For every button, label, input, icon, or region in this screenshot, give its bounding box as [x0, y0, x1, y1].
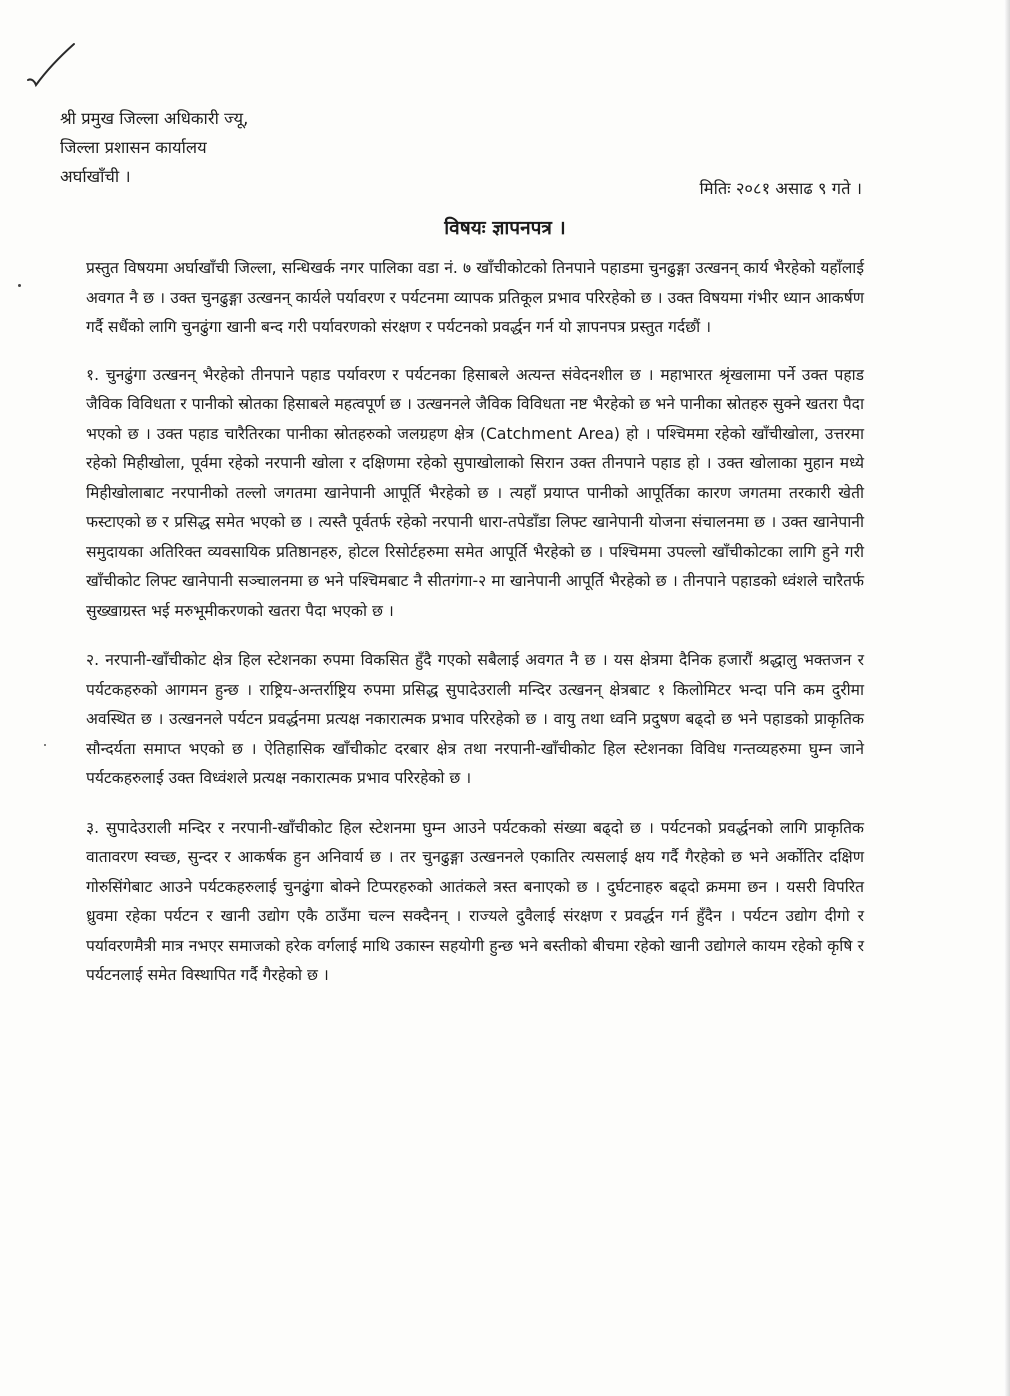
- recipient-district: अर्घाखाँची ।: [60, 167, 131, 186]
- recipient-title: श्री प्रमुख जिल्ला अधिकारी ज्यू,: [60, 109, 249, 128]
- point-1-paragraph: १. चुनढुंगा उत्खनन् भैरहेको तीनपाने पहाड पर्यावरण र पर्यटनका हिसाबले अत्यन्त संवेदनशील छ । महाभारत श्रृंखलामा पर्ने उक्त पहाड जैविक विविधता र पानीको स्रोतका हिसाबले महत्वपूर्ण छ । उत्खननले जैविक विविधता नष्ट भैरहेको छ भने पानीका स्रोतहरु सुक्ने खतरा पैदा भएको छ । उक्त पहाड चारैतिरका पानीका स्रोतहरुको जलग्रहण क्षेत्र (Catchment Area) हो । पश्चिममा रहेको खाँचीखोला, उत्तरमा रहेको मिहीखोला, पूर्वमा रहेको नरपानी खोला र दक्षिणमा रहेको सुपाखोलाको सिरान उक्त तीनपाने पहाड हो । उक्त खोलाका मुहान मध्ये मिहीखोलाबाट नरपानीको तल्लो जगतमा खानेपानी आपूर्ति भैरहेको छ । त्यहाँ प्रयाप्त पानीको आपूर्तिका कारण जगतमा तरकारी खेती फस्टाएको छ र प्रसिद्ध समेत भएको छ । त्यस्तै पूर्वतर्फ रहेको नरपानी धारा-तपेडाँडा लिफ्ट खानेपानी योजना संचालनमा छ । उक्त खानेपानी समुदायका अतिरिक्त व्यवसायिक प्रतिष्ठानहरु, होटल रिसोर्टहरुमा समेत आपूर्ति भैरहेको छ । पश्चिममा उपल्लो खाँचीकोटका लागि हुने गरी खाँचीकोट लिफ्ट खानेपानी सञ्चालनमा छ भने पश्चिमबाट नै सीतगंगा-२ मा खानेपानी आपूर्ति भैरहेको छ । तीनपाने पहाडको ध्वंशले चारैतर्फ सुख्खाग्रस्त भई मरुभूमीकरणको खतरा पैदा भएको छ ।: [86, 365, 864, 620]
- handwritten-tick-mark: [22, 38, 82, 98]
- point-2-paragraph: २. नरपानी-खाँचीकोट क्षेत्र हिल स्टेशनका रुपमा विकसित हुँदै गएको सबैलाई अवगत नै छ । यस क्षेत्रमा दैनिक हजारौं श्रद्धालु भक्तजन र पर्यटकहरुको आगमन हुन्छ । राष्ट्रिय-अन्तर्राष्ट्रिय रुपमा प्रसिद्ध सुपादेउराली मन्दिर उत्खनन् क्षेत्रबाट १ किलोमिटर भन्दा पनि कम दुरीमा अवस्थित छ । उत्खननले पर्यटन प्रवर्द्धनमा प्रत्यक्ष नकारात्मक प्रभाव परिरहेको छ । वायु तथा ध्वनि प्रदुषण बढ्दो छ भने पहाडको प्राकृतिक सौन्दर्यता समाप्त भएको छ । ऐतिहासिक खाँचीकोट दरबार क्षेत्र तथा नरपानी-खाँचीकोट हिल स्टेशनका विविध गन्तव्यहरुमा घुम्न जाने पर्यटकहरुलाई उक्त विध्वंशले प्रत्यक्ष नकारात्मक प्रभाव परिरहेको छ ।: [86, 651, 864, 787]
- page-edge-shadow: [1004, 0, 1010, 1396]
- point-3-paragraph: ३. सुपादेउराली मन्दिर र नरपानी-खाँचीकोट हिल स्टेशनमा घुम्न आउने पर्यटकको संख्या बढ्दो छ । पर्यटनको प्रवर्द्धनको लागि प्राकृतिक वातावरण स्वच्छ, सुन्दर र आकर्षक हुन अनिवार्य छ । तर चुनढुङ्गा उत्खननले एकातिर त्यसलाई क्षय गर्दै गैरहेको छ भने अर्कोतिर दक्षिण गोरुसिंगेबाट आउने पर्यटकहरुलाई चुनढुंगा बोक्ने टिप्परहरुको आतंकले त्रस्त बनाएको छ । दुर्घटनाहरु बढ्दो क्रममा छन । यसरी विपरित ध्रुवमा रहेका पर्यटन र खानी उद्योग एकै ठाउँमा चल्न सक्दैनन् । राज्यले दुवैलाई संरक्षण र प्रवर्द्धन गर्न हुँदैन । पर्यटन उद्योग दीगो र पर्यावरणमैत्री मात्र नभएर समाजको हरेक वर्गलाई माथि उकास्न सहयोगी हुन्छ भने बस्तीको बीचमा रहेको खानी उद्योगले कायम रहेको कृषि र पर्यटनलाई समेत विस्थापित गर्दै गैरहेको छ ।: [86, 818, 864, 984]
- recipient-office: जिल्ला प्रशासन कार्यालय: [60, 138, 207, 157]
- intro-paragraph: प्रस्तुत विषयमा अर्घाखाँची जिल्ला, सन्धिखर्क नगर पालिका वडा नं. ७ खाँचीकोटको तिनपाने पहाडमा चुनढुङ्गा उत्खनन् कार्य भैरहेको यहाँलाई अवगत नै छ । उक्त चुनढुङ्गा उत्खनन् कार्यले पर्यावरण र पर्यटनमा व्यापक प्रतिकूल प्रभाव परिरहेको छ । उक्त विषयमा गंभीर ध्यान आकर्षण गर्दै सधैंको लागि चुनढुंगा खानी बन्द गरी पर्यावरणको संरक्षण र पर्यटनको प्रवर्द्धन गर्न यो ज्ञापनपत्र प्रस्तुत गर्दछौं ।: [86, 259, 864, 336]
- letter-body: [86, 254, 864, 1013]
- scan-speck: [44, 744, 46, 746]
- recipient-address: [60, 104, 248, 191]
- letter-subject: विषयः ज्ञापनपत्र ।: [444, 217, 566, 239]
- scan-speck: [18, 284, 21, 287]
- letter-date: मितिः २०८१ असाढ ९ गते ।: [699, 179, 862, 198]
